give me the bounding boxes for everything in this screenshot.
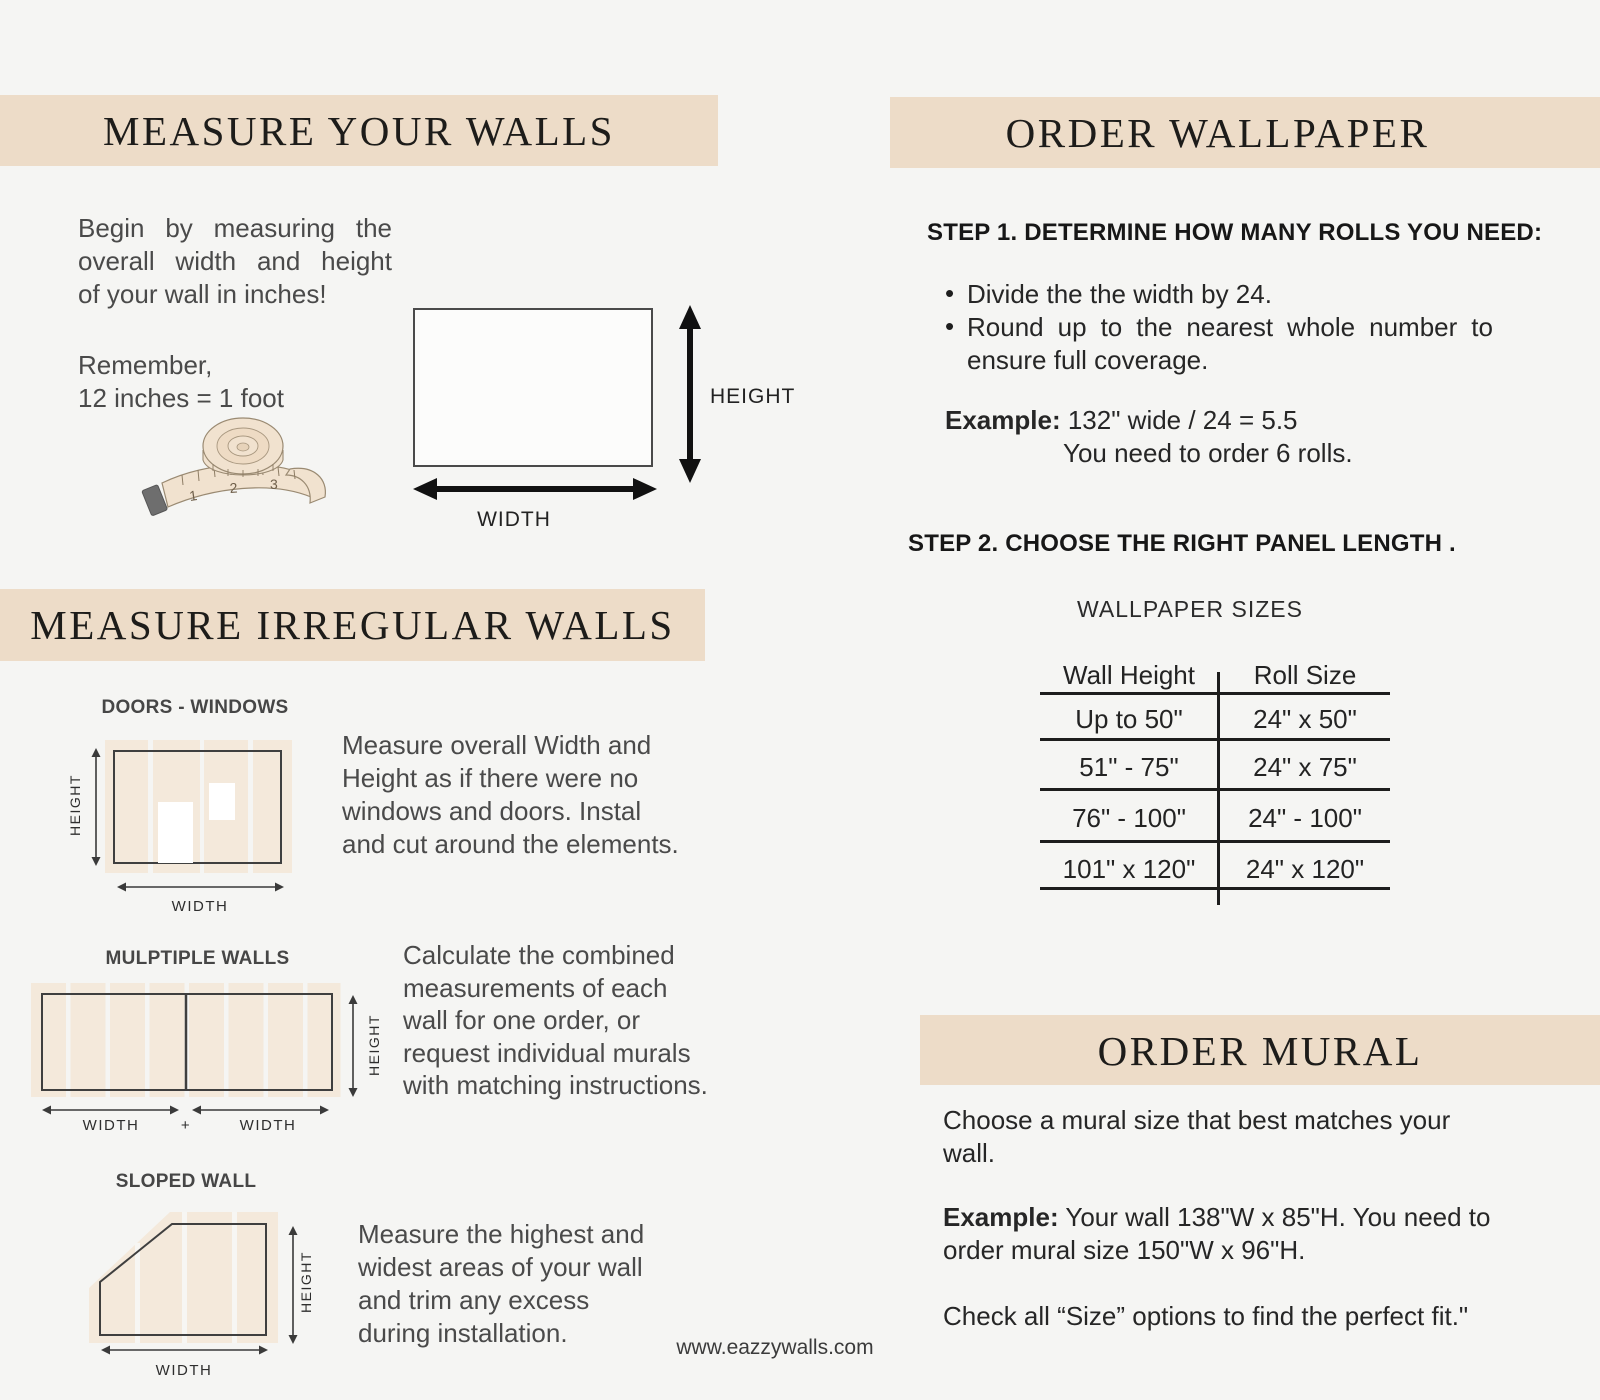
height-arrow <box>289 1226 298 1344</box>
width-label: WIDTH <box>155 1362 213 1379</box>
text-line: during installation. <box>358 1318 568 1348</box>
intro-line: Begin by measuring the <box>78 213 392 243</box>
table-cell: 76" - 100" <box>1072 803 1186 833</box>
multiple-walls-heading: MULPTIPLE WALLS <box>105 948 290 969</box>
table-line <box>1040 738 1390 741</box>
width-label: WIDTH <box>171 898 229 915</box>
window-shape <box>209 783 235 820</box>
sloped-wall-heading: SLOPED WALL <box>115 1171 257 1192</box>
text-line: with matching instructions. <box>403 1070 708 1100</box>
mural-example-line2: order mural size 150"W x 96"H. <box>943 1235 1306 1265</box>
text-line: and cut around the elements. <box>342 829 679 859</box>
text-line: Height as if there were no <box>342 763 639 793</box>
table-cell: Up to 50" <box>1075 704 1183 734</box>
mural-paragraph <box>943 1104 1450 1170</box>
plus-sign: + <box>180 1117 192 1134</box>
table-cell: 51" - 75" <box>1079 752 1179 782</box>
text-line: request individual murals <box>403 1037 691 1068</box>
text-line: Measure the highest and <box>358 1219 645 1249</box>
bullet-indent <box>945 344 967 377</box>
bullet-dot: • <box>945 278 955 308</box>
bullet-text: ensure full coverage. <box>967 345 1209 375</box>
multiple-walls-diagram <box>25 975 370 1125</box>
wall-diagram-arrows <box>395 295 715 540</box>
table-cell: 24" x 50" <box>1253 704 1357 734</box>
mural-check-line: Check all “Size” options to find the perfect fit." <box>943 1301 1469 1331</box>
table-line <box>1040 887 1390 890</box>
svg-text:3: 3 <box>270 476 278 492</box>
table-line <box>1040 840 1390 843</box>
bullet-dot: • <box>945 311 955 341</box>
tape-measure-icon <box>138 413 353 525</box>
height-label: HEIGHT <box>298 1251 314 1313</box>
text-line: Measure overall Width and <box>342 730 652 760</box>
table-cell: 24" x 120" <box>1245 854 1365 884</box>
doors-windows-diagram <box>85 735 310 925</box>
intro-paragraph <box>78 212 392 311</box>
multiple-walls-text <box>403 939 708 1102</box>
width-label: WIDTH <box>477 508 551 531</box>
table-title: WALLPAPER SIZES <box>1077 596 1303 622</box>
step1-bullets <box>945 278 1493 377</box>
coil-core <box>237 443 249 451</box>
height-arrow <box>349 995 358 1097</box>
table-cell: 24" x 75" <box>1253 752 1357 782</box>
doors-windows-text <box>342 729 679 861</box>
measure-walls-title: MEASURE YOUR WALLS <box>103 108 615 154</box>
example-text: Your wall 138"W x 85"H. You need to <box>1058 1202 1491 1232</box>
height-label: HEIGHT <box>710 385 796 408</box>
table-line <box>1040 692 1390 695</box>
tape-coil <box>203 418 283 477</box>
bullet-item <box>945 278 1493 311</box>
height-arrow <box>679 305 701 483</box>
bullet-item <box>945 311 1493 344</box>
step2-heading: STEP 2. CHOOSE THE RIGHT PANEL LENGTH . <box>908 530 1456 557</box>
table-line <box>1040 788 1390 791</box>
height-label: HEIGHT <box>366 1014 382 1076</box>
width-arrows <box>42 1106 329 1115</box>
text-line: Choose a mural size that best matches your <box>943 1105 1451 1135</box>
width-arrow <box>101 1346 268 1355</box>
table-col-header: Roll Size <box>1253 660 1357 690</box>
footer-url: www.eazzywalls.com <box>676 1336 874 1359</box>
example-value: 132" wide / 24 = 5.5 <box>1060 405 1298 435</box>
height-label: HEIGHT <box>67 774 83 836</box>
door-shape <box>158 802 193 863</box>
irregular-walls-title: MEASURE IRREGULAR WALLS <box>30 602 675 648</box>
text-line: and trim any excess <box>358 1285 590 1315</box>
order-wallpaper-title: ORDER WALLPAPER <box>1005 110 1430 156</box>
width-arrow <box>413 478 657 500</box>
wallpaper-example-line2: You need to order 6 rolls. <box>1063 438 1353 468</box>
height-arrow <box>92 748 101 866</box>
width-label: WIDTH <box>82 1117 140 1134</box>
svg-text:1: 1 <box>188 487 199 504</box>
bullet-text: Round up to the nearest whole number to <box>967 312 1493 342</box>
remember-note <box>78 349 284 415</box>
wall-panels <box>105 740 292 873</box>
bullet-text: Divide the the width by 24. <box>967 279 1272 309</box>
table-col-header: Wall Height <box>1063 660 1195 690</box>
text-line: measurements of each <box>403 972 668 1003</box>
width-label: WIDTH <box>239 1117 297 1134</box>
mural-example-line1 <box>943 1201 1490 1234</box>
doors-windows-heading: DOORS - WINDOWS <box>101 697 289 718</box>
sloped-wall-text <box>358 1218 644 1350</box>
example-label: Example: <box>945 405 1061 435</box>
text-line: Calculate the combined <box>403 940 675 970</box>
order-mural-title: ORDER MURAL <box>1097 1028 1423 1074</box>
bullet-item-continuation <box>945 344 1493 377</box>
table-cell: 101" x 120" <box>1062 854 1196 884</box>
remember-line: 12 inches = 1 foot <box>78 383 284 413</box>
text-line: wall for one order, or <box>403 1005 641 1035</box>
svg-text:2: 2 <box>229 479 238 496</box>
table-cell: 24" - 100" <box>1248 803 1362 833</box>
wallpaper-example-line1 <box>945 404 1298 437</box>
width-arrow <box>117 883 284 892</box>
intro-line: overall width and height <box>78 246 392 276</box>
text-line: wall. <box>943 1138 996 1168</box>
step1-heading: STEP 1. DETERMINE HOW MANY ROLLS YOU NEED: <box>927 219 1543 246</box>
text-line: widest areas of your wall <box>358 1252 643 1282</box>
text-line: windows and doors. Instal <box>342 796 642 826</box>
intro-line: of your wall in inches! <box>78 279 327 309</box>
sloped-wall-diagram <box>80 1200 320 1360</box>
remember-line: Remember, <box>78 350 213 380</box>
example-label: Example: <box>943 1202 1059 1232</box>
